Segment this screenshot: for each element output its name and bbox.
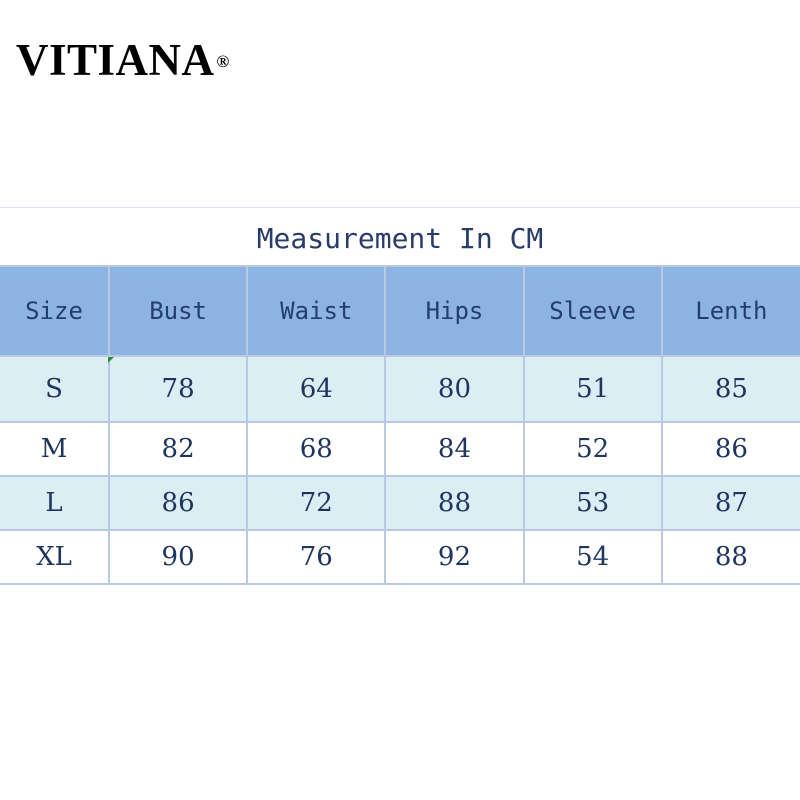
- header-waist: Waist: [247, 266, 385, 356]
- length-cell: 85: [662, 356, 800, 422]
- header-row: [0, 266, 800, 356]
- bust-cell: 86: [109, 476, 247, 530]
- waist-cell: 72: [247, 476, 385, 530]
- cell-comment-marker: [108, 357, 114, 363]
- size-cell: S: [0, 356, 109, 422]
- size-cell: M: [0, 422, 109, 476]
- bust-cell: 78: [109, 356, 247, 422]
- header-sleeve: Sleeve: [524, 266, 662, 356]
- sleeve-cell: 52: [524, 422, 662, 476]
- waist-cell: 76: [247, 530, 385, 584]
- header-size: Size: [0, 266, 109, 356]
- size-chart: [0, 207, 800, 585]
- size-cell: XL: [0, 530, 109, 584]
- hips-cell: 80: [385, 356, 523, 422]
- bust-cell: 90: [109, 530, 247, 584]
- table-row: [0, 476, 800, 530]
- table-title: Measurement In CM: [0, 208, 800, 265]
- registered-mark: ®: [216, 52, 230, 71]
- size-cell: L: [0, 476, 109, 530]
- table-row: [0, 422, 800, 476]
- length-cell: 88: [662, 530, 800, 584]
- length-cell: 87: [662, 476, 800, 530]
- sleeve-cell: 53: [524, 476, 662, 530]
- brand-logo: [16, 34, 230, 86]
- waist-cell: 64: [247, 356, 385, 422]
- size-table: [0, 265, 800, 585]
- header-bust: Bust: [109, 266, 247, 356]
- sleeve-cell: 54: [524, 530, 662, 584]
- hips-cell: 92: [385, 530, 523, 584]
- hips-cell: 88: [385, 476, 523, 530]
- header-hips: Hips: [385, 266, 523, 356]
- bust-cell: 82: [109, 422, 247, 476]
- table-row: [0, 530, 800, 584]
- brand-name: VITIANA: [16, 35, 215, 85]
- hips-cell: 84: [385, 422, 523, 476]
- header-length: Lenth: [662, 266, 800, 356]
- waist-cell: 68: [247, 422, 385, 476]
- table-row: [0, 356, 800, 422]
- sleeve-cell: 51: [524, 356, 662, 422]
- length-cell: 86: [662, 422, 800, 476]
